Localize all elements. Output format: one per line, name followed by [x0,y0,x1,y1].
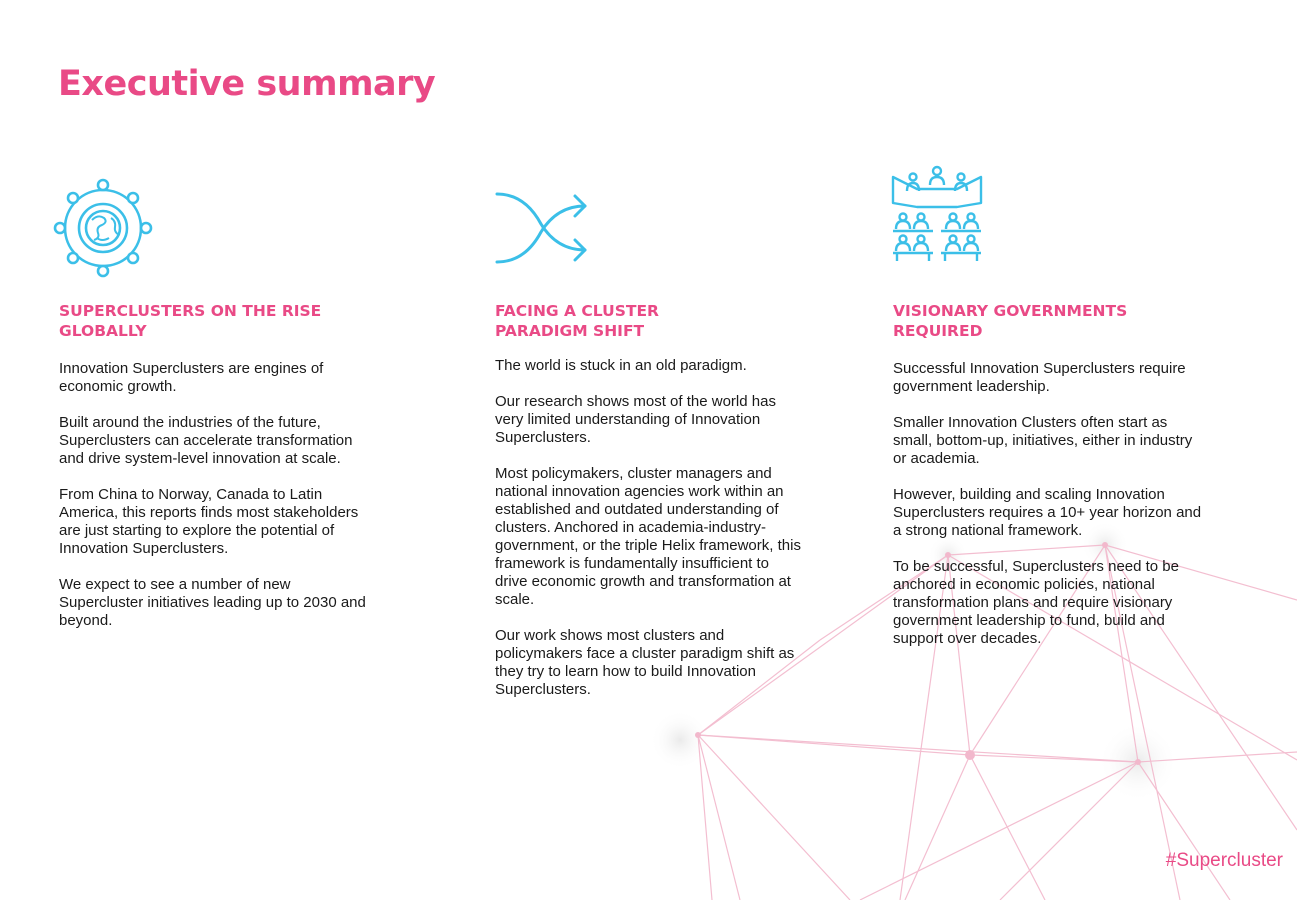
heading-line-1: FACING A CLUSTER [495,302,659,320]
assembly-people-icon [887,163,987,263]
heading-line-2: GLOBALLY [59,322,147,340]
paragraph: We expect to see a number of new Supercluster initiatives leading up to 2030 and beyond. [59,576,366,629]
paragraph: Built around the industries of the future, Superclusters can accelerate transformation and drive system-level innovation at scale. [59,414,353,467]
paragraph: Our research shows most of the world has very limited understanding of Innovation Superclusters. [495,393,776,446]
paragraph: To be successful, Superclusters need to be anchored in economic policies, national transformation plans and require visionary government leadership to fund, build and support over decades. [893,558,1179,647]
column-heading [495,301,795,341]
paragraph: However, building and scaling Innovation Superclusters requires a 10+ year horizon and a strong national framework. [893,486,1202,539]
paragraph: Our work shows most clusters and policymakers face a cluster paradigm shift as they try to learn how to build Innovation Superclusters. [495,627,795,698]
paragraph: Innovation Superclusters are engines of economic growth. [59,360,324,395]
column-body [59,360,369,648]
heading-line-2: REQUIRED [893,322,983,340]
heading-line-1: VISIONARY GOVERNMENTS [893,302,1128,320]
paragraph: Successful Innovation Superclusters require government leadership. [893,360,1186,395]
page-title: Executive summary [58,64,436,104]
column-heading [893,301,1193,341]
column-body [495,357,805,717]
heading-line-2: PARADIGM SHIFT [495,322,645,340]
paragraph: From China to Norway, Canada to Latin America, this reports finds most stakeholders are just starting to explore the potential of Innovation Superclusters. [59,486,359,557]
column-heading [59,301,359,341]
paragraph: The world is stuck in an old paradigm. [495,357,747,374]
heading-line-1: SUPERCLUSTERS ON THE RISE [59,302,322,320]
globe-network-icon [53,178,153,278]
shuffle-arrows-icon [489,178,589,278]
paragraph: Most policymakers, cluster managers and national innovation agencies work within an established and outdated understanding of clusters. Anchored in academia-industry-government, or the triple Helix framework, this framework is fundamentally insufficient to drive economic growth and transformation at scale. [495,465,801,608]
hashtag-label: #Supercluster [1165,850,1283,871]
column-body [893,360,1203,666]
paragraph: Smaller Innovation Clusters often start as small, bottom-up, initiatives, either in industry or academia. [893,414,1193,467]
